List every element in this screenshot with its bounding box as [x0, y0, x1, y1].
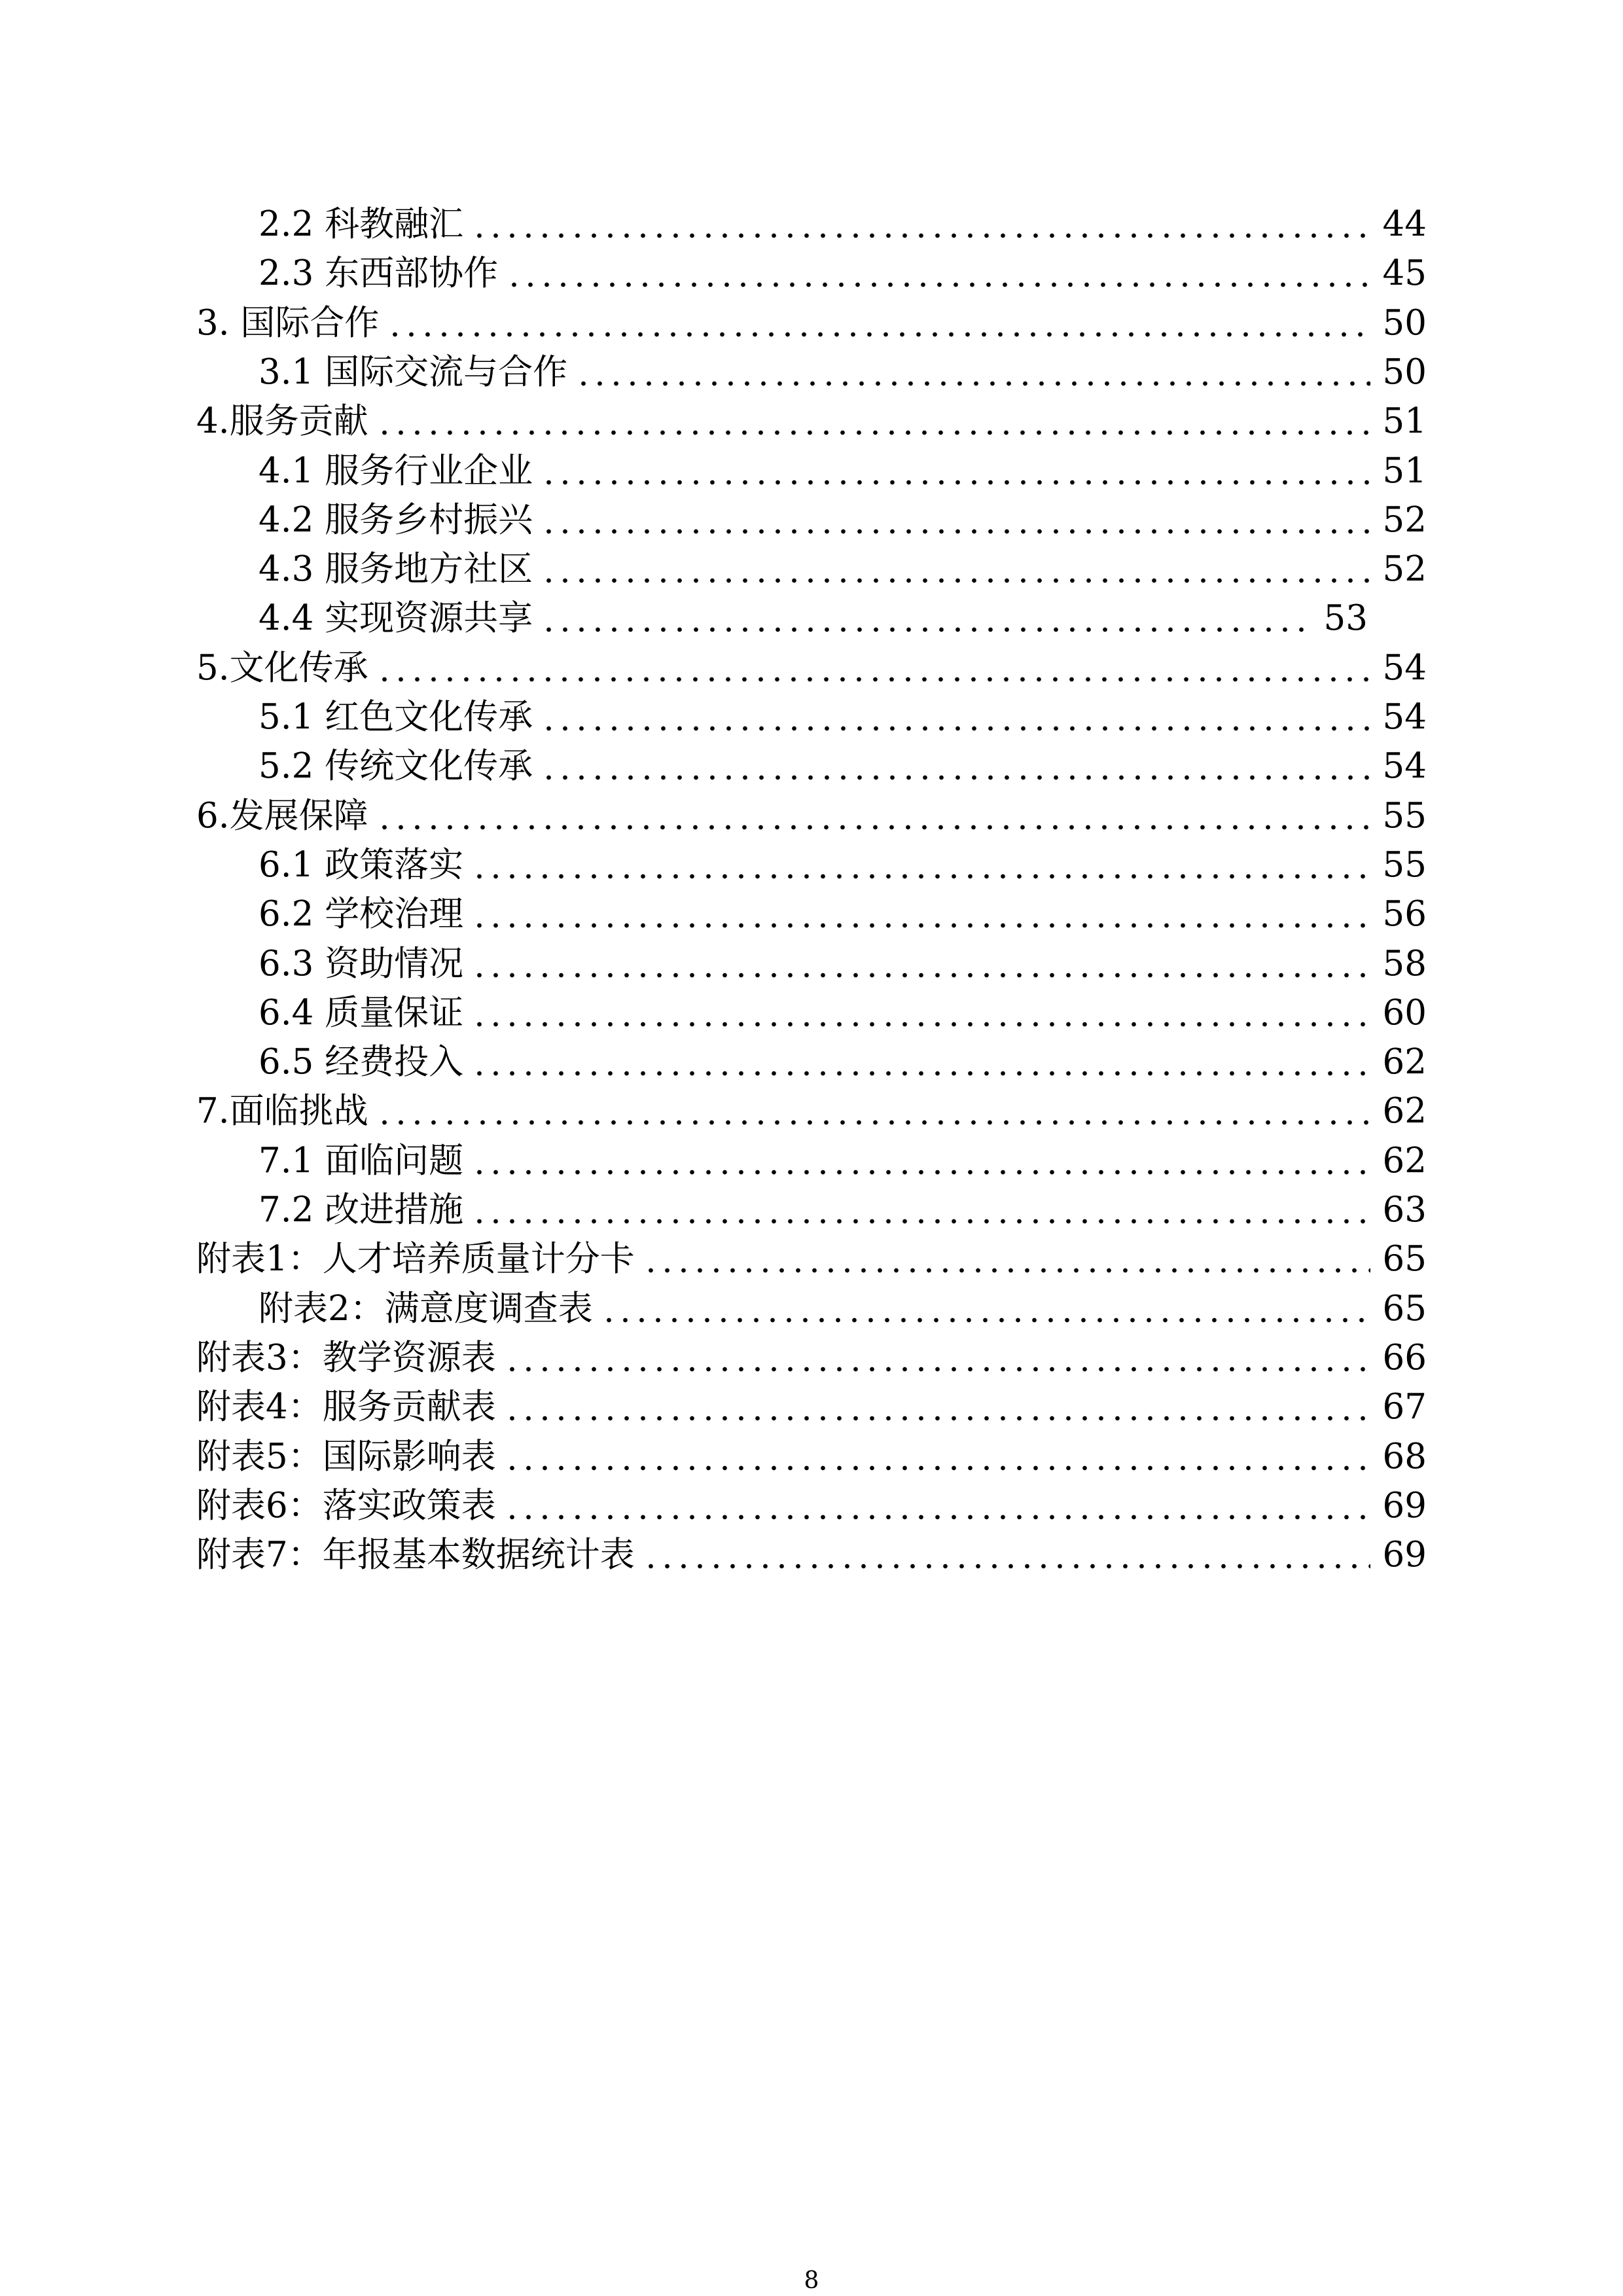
toc-entry-label: 4.1 服务行业企业 — [259, 451, 533, 491]
toc-entry[interactable] — [196, 791, 1427, 841]
toc-entry[interactable] — [259, 889, 1427, 939]
toc-entry[interactable] — [259, 446, 1427, 496]
toc-entry-label: 3. 国际合作 — [196, 303, 380, 343]
dot-leader — [471, 200, 1370, 249]
dot-leader — [506, 249, 1370, 298]
toc-entry-label: 6.1 政策落实 — [259, 845, 464, 885]
toc-entry-page: 65 — [1382, 1289, 1427, 1329]
toc-entry[interactable] — [196, 1333, 1427, 1383]
dot-leader — [541, 545, 1370, 594]
toc-entry-label: 4.3 服务地方社区 — [259, 549, 533, 589]
dot-leader — [643, 1530, 1370, 1580]
toc-entry[interactable] — [259, 348, 1427, 397]
toc-entry-page: 69 — [1382, 1486, 1427, 1526]
dot-leader — [376, 397, 1370, 446]
dot-leader — [471, 889, 1370, 939]
toc-entry-label: 附表6：落实政策表 — [196, 1486, 496, 1526]
toc-entry-page: 51 — [1382, 401, 1427, 441]
dot-leader — [541, 594, 1311, 643]
toc-entry[interactable] — [259, 1037, 1427, 1087]
toc-entry-page: 55 — [1382, 796, 1427, 836]
toc-entry-page: 44 — [1382, 204, 1427, 244]
toc-entry-label: 4.4 实现资源共享 — [259, 598, 533, 638]
toc-entry-page: 66 — [1382, 1338, 1427, 1378]
toc-entry-page: 50 — [1382, 303, 1427, 343]
toc-entry-label: 7.2 改进措施 — [259, 1190, 464, 1230]
toc-entry[interactable] — [259, 1284, 1427, 1334]
toc-entry-label: 4.服务贡献 — [196, 401, 368, 441]
toc-entry-page: 62 — [1382, 1141, 1427, 1181]
toc-entry[interactable] — [196, 1382, 1427, 1432]
dot-leader — [387, 298, 1370, 348]
toc-entry[interactable] — [259, 1185, 1427, 1235]
toc-entry-label: 6.发展保障 — [196, 796, 368, 836]
toc-entry[interactable] — [196, 298, 1427, 348]
table-of-contents — [0, 200, 1623, 1574]
toc-entry-page: 62 — [1382, 1042, 1427, 1082]
toc-entry-label: 6.2 学校治理 — [259, 894, 464, 934]
dot-leader — [471, 988, 1370, 1038]
toc-entry-label: 附表2：满意度调查表 — [259, 1289, 593, 1329]
toc-entry-page: 50 — [1382, 352, 1427, 392]
toc-entry-label: 6.5 经费投入 — [259, 1042, 464, 1082]
toc-entry[interactable] — [196, 1086, 1427, 1136]
toc-entry-page: 54 — [1382, 697, 1427, 737]
toc-entry-label: 5.文化传承 — [196, 648, 368, 688]
toc-entry-label: 附表5：国际影响表 — [196, 1437, 496, 1477]
dot-leader — [541, 495, 1370, 545]
toc-entry[interactable] — [196, 1234, 1427, 1284]
dot-leader — [504, 1481, 1370, 1531]
toc-entry-page: 51 — [1382, 451, 1427, 491]
dot-leader — [376, 643, 1370, 693]
toc-entry-page: 58 — [1382, 944, 1427, 984]
toc-entry-page: 53 — [1323, 598, 1368, 638]
toc-entry-label: 2.2 科教融汇 — [259, 204, 464, 244]
toc-entry-label: 5.2 传统文化传承 — [259, 746, 533, 786]
toc-entry-label: 附表7：年报基本数据统计表 — [196, 1535, 635, 1575]
toc-entry[interactable] — [259, 840, 1427, 890]
dot-leader — [471, 1185, 1370, 1235]
toc-entry[interactable] — [196, 643, 1427, 693]
dot-leader — [471, 939, 1370, 989]
toc-entry-label: 7.1 面临问题 — [259, 1141, 464, 1181]
toc-entry-page: 55 — [1382, 845, 1427, 885]
toc-entry-page: 68 — [1382, 1437, 1427, 1477]
toc-entry-page: 56 — [1382, 894, 1427, 934]
toc-entry[interactable] — [259, 200, 1427, 249]
toc-entry-label: 附表3：教学资源表 — [196, 1338, 496, 1378]
toc-entry-page: 54 — [1382, 746, 1427, 786]
toc-entry-page: 60 — [1382, 993, 1427, 1033]
toc-entry[interactable] — [259, 1136, 1427, 1186]
toc-entry-label: 附表4：服务贡献表 — [196, 1387, 496, 1427]
toc-entry-page: 63 — [1382, 1190, 1427, 1230]
dot-leader — [601, 1284, 1370, 1334]
toc-entry[interactable] — [196, 1530, 1427, 1580]
dot-leader — [376, 791, 1370, 841]
toc-entry[interactable] — [196, 397, 1427, 446]
toc-entry-label: 4.2 服务乡村振兴 — [259, 500, 533, 540]
toc-entry[interactable] — [259, 249, 1427, 298]
dot-leader — [471, 840, 1370, 890]
toc-entry-page: 45 — [1382, 253, 1427, 293]
toc-entry-label: 6.4 质量保证 — [259, 993, 464, 1033]
toc-entry-page: 65 — [1382, 1239, 1427, 1279]
toc-entry-page: 52 — [1382, 549, 1427, 589]
toc-entry-label: 附表1：人才培养质量计分卡 — [196, 1239, 635, 1279]
toc-entry[interactable] — [259, 692, 1427, 742]
toc-entry[interactable] — [259, 988, 1427, 1038]
toc-entry[interactable] — [259, 545, 1427, 594]
dot-leader — [575, 348, 1370, 397]
dot-leader — [376, 1086, 1370, 1136]
toc-entry-page: 54 — [1382, 648, 1427, 688]
toc-entry-page: 67 — [1382, 1387, 1427, 1427]
dot-leader — [471, 1037, 1370, 1087]
toc-entry-page: 69 — [1382, 1535, 1427, 1575]
toc-entry-label: 5.1 红色文化传承 — [259, 697, 533, 737]
page-number: 8 — [804, 2267, 819, 2294]
toc-entry-label: 3.1 国际交流与合作 — [259, 352, 568, 392]
toc-entry[interactable] — [259, 594, 1368, 643]
toc-entry-page: 52 — [1382, 500, 1427, 540]
dot-leader — [541, 692, 1370, 742]
toc-entry-page: 62 — [1382, 1091, 1427, 1131]
toc-entry[interactable] — [259, 495, 1427, 545]
toc-entry-label: 2.3 东西部协作 — [259, 253, 499, 293]
toc-entry[interactable] — [196, 1481, 1427, 1531]
dot-leader — [504, 1333, 1370, 1383]
dot-leader — [541, 446, 1370, 496]
toc-entry[interactable] — [196, 1432, 1427, 1482]
dot-leader — [504, 1432, 1370, 1482]
toc-entry[interactable] — [259, 939, 1427, 989]
dot-leader — [504, 1382, 1370, 1432]
dot-leader — [471, 1136, 1370, 1186]
toc-entry[interactable] — [259, 742, 1427, 791]
toc-entry-label: 7.面临挑战 — [196, 1091, 368, 1131]
dot-leader — [541, 742, 1370, 791]
toc-entry-label: 6.3 资助情况 — [259, 944, 464, 984]
dot-leader — [643, 1234, 1370, 1284]
